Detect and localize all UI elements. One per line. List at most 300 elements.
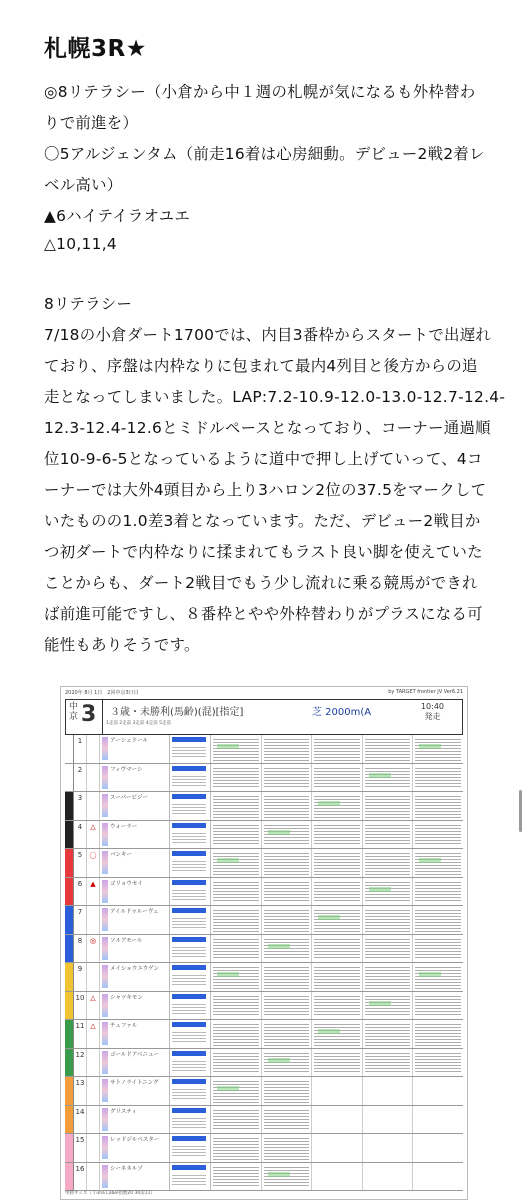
past-race-cell: [312, 1106, 363, 1134]
info-text-block: [172, 888, 206, 900]
past-race-cell: [312, 992, 363, 1020]
body-line: ことからも、ダート2戦目でもう少し流れに乗る競馬ができれ: [44, 574, 478, 592]
jockey-info-cell: [170, 935, 211, 963]
past-race-text: [213, 1165, 259, 1189]
past-race-cell: [211, 1134, 262, 1162]
past-race-text: [314, 965, 360, 989]
horse-number: 7: [74, 906, 87, 934]
past-race-cell: [262, 1134, 313, 1162]
race-number: 3: [81, 702, 97, 727]
info-text-block: [172, 1144, 206, 1156]
past-race-text: [264, 851, 310, 875]
body-line: 能性もありそうです。: [44, 636, 200, 654]
runner-row: [65, 1020, 463, 1049]
section-title: 8リテラシー: [44, 295, 133, 313]
past-race-text: [213, 823, 259, 847]
horse-number: 13: [74, 1077, 87, 1105]
past-race-cell: [262, 1020, 313, 1048]
past-race-cell: [262, 1077, 313, 1105]
course-box: [66, 700, 103, 734]
past-race-cell: [363, 906, 414, 934]
horse-number: 12: [74, 1049, 87, 1077]
past-race-cell: [312, 878, 363, 906]
horse-name: シーネネルゾ: [110, 1165, 143, 1172]
horse-cell: [100, 735, 170, 763]
past-race-cell: [413, 1020, 463, 1048]
frame-color-cell: [65, 1134, 74, 1162]
scrollbar[interactable]: [519, 790, 522, 832]
post-time: [421, 702, 444, 722]
prediction-mark: [87, 1106, 100, 1134]
past-race-text: [415, 823, 461, 847]
past-race-cell: [413, 764, 463, 792]
jockey-info-cell: [170, 764, 211, 792]
past-race-cell: [211, 764, 262, 792]
jockey-info-cell: [170, 735, 211, 763]
pedigree-color-bar: [102, 1165, 108, 1188]
past-race-text: [213, 1022, 259, 1046]
frame-color-cell: [65, 735, 74, 763]
info-tag: [172, 1136, 206, 1141]
jockey-info-cell: [170, 1077, 211, 1105]
past-race-cell: [211, 1163, 262, 1191]
pick-line: ◎8リテラシー（小倉から中１週の札幌が気になるも外枠替わ: [44, 83, 476, 101]
past-race-cell: [262, 735, 313, 763]
body-line: ば前進可能ですし、８番枠とやや外枠替わりがプラスになる可: [44, 605, 483, 623]
past-race-cell: [211, 992, 262, 1020]
jockey-info-cell: [170, 906, 211, 934]
race-card-image[interactable]: [60, 686, 468, 1200]
prediction-mark: [87, 1134, 100, 1162]
runner-row: [65, 849, 463, 878]
past-race-cell: [363, 849, 414, 877]
info-tag: [172, 1051, 206, 1056]
past-race-cell: [363, 1049, 414, 1077]
horse-name: アイルドゥルーヴェ: [110, 909, 159, 915]
pick-line: りで前進を）: [44, 114, 139, 132]
pedigree-color-bar: [102, 794, 108, 817]
horse-name: シャツキモン: [110, 994, 143, 1001]
horse-number: 9: [74, 963, 87, 991]
past-race-cell: [211, 1020, 262, 1048]
info-text-block: [172, 745, 206, 757]
past-race-text: [415, 994, 461, 1018]
past-race-text: [213, 1051, 259, 1075]
frame-color-cell: [65, 935, 74, 963]
past-race-cell: [413, 1049, 463, 1077]
frame-color-cell: [65, 821, 74, 849]
past-race-cell: [363, 1077, 414, 1105]
prediction-mark: ◎: [87, 935, 100, 963]
pedigree-color-bar: [102, 965, 108, 988]
post-time-value: 10:40: [420, 702, 444, 711]
past-race-cell: [211, 1049, 262, 1077]
result-highlight: [419, 858, 441, 863]
past-race-text: [213, 937, 259, 961]
pedigree-color-bar: [102, 1022, 108, 1045]
past-race-text: [213, 794, 259, 818]
past-race-cell: [211, 935, 262, 963]
past-race-cell: [211, 849, 262, 877]
runner-row: [65, 764, 463, 793]
horse-number: 10: [74, 992, 87, 1020]
runner-row: [65, 1049, 463, 1078]
past-race-cell: [312, 764, 363, 792]
card-footer: 単勝オッズ（Ｔima Label指数20 30前11）: [65, 1191, 155, 1196]
body-line: 走となってしまいました。LAP:7.2-10.9-12.0-13.0-12.7-12.4-: [44, 388, 506, 406]
jockey-info-cell: [170, 1106, 211, 1134]
info-text-block: [172, 1002, 206, 1014]
past-race-cell: [312, 1049, 363, 1077]
pedigree-color-bar: [102, 1079, 108, 1102]
past-race-cell: [262, 1049, 313, 1077]
result-highlight: [217, 744, 239, 749]
past-race-cell: [211, 1106, 262, 1134]
horse-cell: [100, 1020, 170, 1048]
body-line: 位10-9-6-5となっているように道中で押し上げていって、4コ: [44, 450, 483, 468]
past-race-text: [415, 908, 461, 932]
card-software-credit: by TARGET frontier JV Ver6.21: [388, 689, 463, 695]
past-race-cell: [363, 735, 414, 763]
past-race-cell: [413, 992, 463, 1020]
pick-line: ベル高い）: [44, 176, 123, 194]
frame-color-cell: [65, 792, 74, 820]
body-line: いたものの1.0差3着となっています。ただ、デビュー2戦目か: [44, 512, 481, 530]
past-race-cell: [413, 963, 463, 991]
frame-color-cell: [65, 963, 74, 991]
prediction-mark: [87, 1077, 100, 1105]
runner-row: [65, 963, 463, 992]
past-race-cell: [363, 792, 414, 820]
runner-row: [65, 906, 463, 935]
post-time-label: 発走: [424, 712, 441, 721]
horse-name: グリスティ: [110, 1108, 137, 1115]
past-race-cell: [262, 935, 313, 963]
info-tag: [172, 794, 206, 799]
horse-number: 15: [74, 1134, 87, 1162]
past-race-text: [365, 1022, 411, 1046]
horse-number: 5: [74, 849, 87, 877]
past-race-text: [264, 880, 310, 904]
result-highlight: [318, 1029, 340, 1034]
past-race-text: [264, 1136, 310, 1160]
info-tag: [172, 1165, 206, 1170]
past-race-cell: [312, 963, 363, 991]
past-race-text: [415, 1022, 461, 1046]
info-text-block: [172, 1087, 206, 1099]
race-header: [65, 699, 463, 735]
runner-row: [65, 935, 463, 964]
info-text-block: [172, 1059, 206, 1071]
horse-name: ゴリョウセイ: [110, 880, 143, 887]
runner-row: [65, 792, 463, 821]
horse-cell: [100, 1077, 170, 1105]
horse-number: 8: [74, 935, 87, 963]
result-highlight: [268, 944, 290, 949]
info-tag: [172, 880, 206, 885]
past-race-text: [314, 823, 360, 847]
info-text-block: [172, 973, 206, 985]
past-race-cell: [262, 992, 313, 1020]
past-race-text: [264, 994, 310, 1018]
past-race-text: [213, 766, 259, 790]
pedigree-color-bar: [102, 1108, 108, 1131]
past-race-cell: [363, 1020, 414, 1048]
past-race-cell: [312, 1134, 363, 1162]
past-race-cell: [262, 821, 313, 849]
past-race-text: [264, 1079, 310, 1103]
frame-color-cell: [65, 1077, 74, 1105]
result-highlight: [318, 801, 340, 806]
info-tag: [172, 908, 206, 913]
prediction-mark: △: [87, 992, 100, 1020]
past-race-cell: [363, 935, 414, 963]
runner-row: [65, 1077, 463, 1106]
info-text-block: [172, 859, 206, 871]
body-line: つ初ダートで内枠なりに揉まれてもラスト良い脚を使えていた: [44, 543, 483, 561]
past-race-cell: [413, 1163, 463, 1191]
body-line: ーナーでは大外4頭目から上り3ハロン2位の37.5をマークして: [44, 481, 487, 499]
horse-cell: [100, 878, 170, 906]
pedigree-color-bar: [102, 937, 108, 960]
past-race-cell: [262, 792, 313, 820]
result-highlight: [318, 915, 340, 920]
prediction-mark: [87, 963, 100, 991]
pedigree-color-bar: [102, 880, 108, 903]
info-tag: [172, 1079, 206, 1084]
body-line: ており、序盤は内枠なりに包まれて最内4列目と後方からの追: [44, 357, 478, 375]
prediction-mark: △: [87, 821, 100, 849]
runner-row: [65, 878, 463, 907]
past-race-cell: [211, 821, 262, 849]
frame-color-cell: [65, 1106, 74, 1134]
horse-name: ウォーラー: [110, 823, 138, 830]
past-race-text: [314, 880, 360, 904]
prediction-mark: [87, 764, 100, 792]
past-race-cell: [363, 1134, 414, 1162]
past-race-text: [264, 908, 310, 932]
past-race-text: [314, 737, 360, 761]
info-tag: [172, 1108, 206, 1113]
past-race-text: [314, 766, 360, 790]
result-highlight: [217, 1086, 239, 1091]
prediction-mark: [87, 1049, 100, 1077]
frame-color-cell: [65, 1163, 74, 1191]
pedigree-color-bar: [102, 737, 108, 760]
frame-color-cell: [65, 849, 74, 877]
past-race-cell: [363, 821, 414, 849]
race-condition: ３歳・未勝利(馬齢)(混)[指定]: [110, 707, 244, 718]
horse-number: 4: [74, 821, 87, 849]
past-race-text: [415, 766, 461, 790]
past-race-cell: [413, 878, 463, 906]
jockey-info-cell: [170, 821, 211, 849]
prediction-mark: 〇: [87, 849, 100, 877]
past-race-cell: [262, 1106, 313, 1134]
past-race-cell: [413, 1077, 463, 1105]
past-race-cell: [312, 792, 363, 820]
past-race-text: [365, 908, 411, 932]
past-race-cell: [413, 935, 463, 963]
past-race-cell: [262, 1163, 313, 1191]
result-highlight: [369, 773, 391, 778]
past-race-cell: [312, 821, 363, 849]
prediction-mark: [87, 906, 100, 934]
result-highlight: [369, 887, 391, 892]
frame-color-cell: [65, 764, 74, 792]
horse-number: 11: [74, 1020, 87, 1048]
horse-name: レッドジルベスター: [110, 1137, 160, 1143]
horse-name: ソルアモール: [110, 937, 143, 944]
past-race-cell: [363, 1106, 414, 1134]
past-race-text: [213, 1108, 259, 1132]
prediction-mark: [87, 735, 100, 763]
pick-line: ▲6ハイテイラオユエ: [44, 207, 191, 225]
horse-number: 16: [74, 1163, 87, 1191]
past-race-cell: [413, 792, 463, 820]
pedigree-color-bar: [102, 851, 108, 874]
body-line: 12.3-12.4-12.6とミドルペースとなっており、コーナー通過順: [44, 419, 491, 437]
horse-number: 1: [74, 735, 87, 763]
prediction-mark: ▲: [87, 878, 100, 906]
info-tag: [172, 994, 206, 999]
race-distance: 芝 2000m(A: [312, 707, 372, 718]
horse-name: チェファル: [110, 1023, 138, 1029]
jockey-info-cell: [170, 1163, 211, 1191]
past-race-text: [314, 994, 360, 1018]
prediction-mark: △: [87, 1020, 100, 1048]
past-race-text: [365, 965, 411, 989]
pick-line: 〇5アルジェンタム（前走16着は心房細動。デビュー2戦2着レ: [44, 145, 485, 163]
past-race-cell: [363, 963, 414, 991]
pedigree-color-bar: [102, 1051, 108, 1074]
past-race-text: [264, 766, 310, 790]
result-highlight: [268, 1172, 290, 1177]
result-highlight: [419, 744, 441, 749]
result-highlight: [217, 858, 239, 863]
info-text-block: [172, 1030, 206, 1042]
past-race-text: [365, 823, 411, 847]
horse-cell: [100, 992, 170, 1020]
info-tag: [172, 965, 206, 970]
pedigree-color-bar: [102, 908, 108, 931]
horse-cell: [100, 1134, 170, 1162]
horse-name: フィヴマーシ: [110, 766, 143, 773]
pedigree-color-bar: [102, 766, 108, 789]
past-race-cell: [312, 735, 363, 763]
frame-color-cell: [65, 1049, 74, 1077]
info-text-block: [172, 916, 206, 928]
past-race-text: [365, 794, 411, 818]
past-race-text: [213, 994, 259, 1018]
pedigree-color-bar: [102, 1136, 108, 1159]
past-race-cell: [211, 735, 262, 763]
jockey-info-cell: [170, 1134, 211, 1162]
horse-cell: [100, 764, 170, 792]
info-text-block: [172, 945, 206, 957]
past-race-cell: [211, 878, 262, 906]
past-race-text: [264, 737, 310, 761]
past-race-cell: [413, 1134, 463, 1162]
horse-name: メイショウユウゲン: [110, 966, 160, 972]
past-race-cell: [262, 764, 313, 792]
pedigree-color-bar: [102, 994, 108, 1017]
past-race-cell: [262, 878, 313, 906]
runner-row: [65, 1134, 463, 1163]
past-race-cell: [363, 878, 414, 906]
info-text-block: [172, 1116, 206, 1128]
runner-table: [65, 735, 463, 1185]
pedigree-color-bar: [102, 823, 108, 846]
past-race-cell: [312, 849, 363, 877]
horse-cell: [100, 906, 170, 934]
info-tag: [172, 851, 206, 856]
past-race-cell: [413, 906, 463, 934]
info-tag: [172, 937, 206, 942]
pick-line: △10,11,4: [44, 235, 117, 253]
runner-row: [65, 1163, 463, 1192]
past-race-cell: [312, 1077, 363, 1105]
past-race-cell: [211, 963, 262, 991]
past-race-cell: [312, 1020, 363, 1048]
horse-cell: [100, 935, 170, 963]
past-race-cell: [363, 1163, 414, 1191]
frame-color-cell: [65, 878, 74, 906]
past-race-cell: [211, 792, 262, 820]
jockey-info-cell: [170, 849, 211, 877]
past-race-text: [264, 794, 310, 818]
horse-number: 14: [74, 1106, 87, 1134]
past-race-text: [415, 880, 461, 904]
result-highlight: [419, 972, 441, 977]
result-highlight: [268, 1058, 290, 1063]
past-race-cell: [312, 1163, 363, 1191]
past-race-text: [264, 1022, 310, 1046]
info-text-block: [172, 1173, 206, 1185]
card-top-bar: [65, 689, 463, 699]
past-race-cell: [413, 735, 463, 763]
past-race-cell: [312, 906, 363, 934]
info-tag: [172, 1022, 206, 1027]
horse-name: アーシェドール: [110, 738, 149, 744]
card-date: 2020年 8月 1日 2回中京3日目: [65, 690, 139, 696]
horse-number: 2: [74, 764, 87, 792]
past-race-text: [213, 880, 259, 904]
past-race-text: [314, 1051, 360, 1075]
horse-cell: [100, 1163, 170, 1191]
horse-name: ゴールドアベニュー: [110, 1051, 160, 1058]
past-race-cell: [211, 906, 262, 934]
past-race-text: [365, 1051, 411, 1075]
past-race-text: [415, 1051, 461, 1075]
past-race-text: [365, 937, 411, 961]
jockey-info-cell: [170, 1020, 211, 1048]
horse-cell: [100, 821, 170, 849]
past-race-text: [264, 1108, 310, 1132]
result-highlight: [369, 1001, 391, 1006]
past-race-text: [415, 937, 461, 961]
horse-name: スーパービジー: [110, 795, 148, 801]
info-text-block: [172, 802, 206, 814]
horse-cell: [100, 963, 170, 991]
course-name: 中京: [69, 702, 79, 722]
horse-cell: [100, 1049, 170, 1077]
runner-row: [65, 821, 463, 850]
past-race-cell: [363, 992, 414, 1020]
runner-row: [65, 735, 463, 764]
jockey-info-cell: [170, 992, 211, 1020]
frame-color-cell: [65, 1020, 74, 1048]
